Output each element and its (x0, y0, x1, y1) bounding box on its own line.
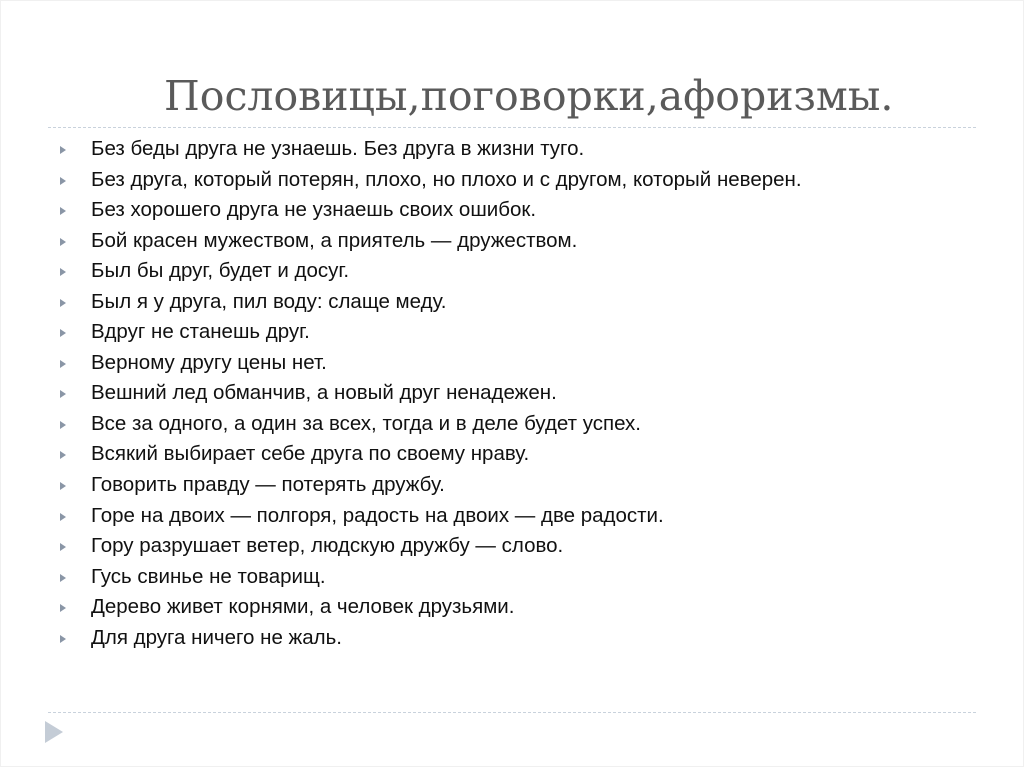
triangle-bullet-icon (60, 421, 66, 429)
proverb-text: Был я у друга, пил воду: слаще меду. (91, 289, 447, 313)
proverb-text: Все за одного, а один за всех, тогда и в деле будет успех. (91, 411, 641, 435)
triangle-bullet-icon (60, 574, 66, 582)
footer-divider (48, 712, 976, 713)
triangle-bullet-icon (60, 604, 66, 612)
play-arrow-icon[interactable] (45, 721, 63, 743)
slide-title: Пословицы,поговорки,афоризмы. (164, 72, 894, 120)
proverb-text: Горе на двоих — полгоря, радость на двоих — две радости. (91, 503, 664, 527)
proverb-text: Верному другу цены нет. (91, 350, 327, 374)
triangle-bullet-icon (60, 635, 66, 643)
proverb-text: Для друга ничего не жаль. (91, 625, 342, 649)
triangle-bullet-icon (60, 451, 66, 459)
proverb-text: Был бы друг, будет и досуг. (91, 259, 350, 283)
proverb-text: Всякий выбирает себе друга по своему нраву. (91, 442, 530, 466)
triangle-bullet-icon (60, 207, 66, 215)
triangle-bullet-icon (60, 482, 66, 490)
triangle-bullet-icon (60, 146, 66, 154)
triangle-bullet-icon (60, 238, 66, 246)
triangle-bullet-icon (60, 268, 66, 276)
triangle-bullet-icon (60, 390, 66, 398)
proverb-text: Без хорошего друга не узнаешь своих ошибок. (91, 198, 537, 222)
triangle-bullet-icon (60, 177, 66, 185)
triangle-bullet-icon (60, 360, 66, 368)
proverb-text: Вешний лед обманчив, а новый друг ненадежен. (91, 381, 557, 405)
proverb-text: Без друга, который потерян, плохо, но плохо и с другом, который неверен. (91, 167, 802, 191)
proverb-text: Гусь свинье не товарищ. (91, 564, 326, 588)
triangle-bullet-icon (60, 299, 66, 307)
proverb-text: Без беды друга не узнаешь. Без друга в жизни туго. (91, 137, 585, 160)
title-divider (48, 127, 976, 128)
proverb-text: Говорить правду — потерять дружбу. (91, 473, 445, 497)
triangle-bullet-icon (60, 329, 66, 337)
proverb-text: Гору разрушает ветер, людскую дружбу — слово. (91, 534, 564, 558)
proverb-text: Бой красен мужеством, а приятель — дружеством. (91, 228, 578, 252)
proverb-text: Дерево живет корнями, а человек друзьями. (91, 595, 515, 619)
triangle-bullet-icon (60, 513, 66, 521)
proverb-text: Вдруг не станешь друг. (91, 320, 310, 344)
triangle-bullet-icon (60, 543, 66, 551)
